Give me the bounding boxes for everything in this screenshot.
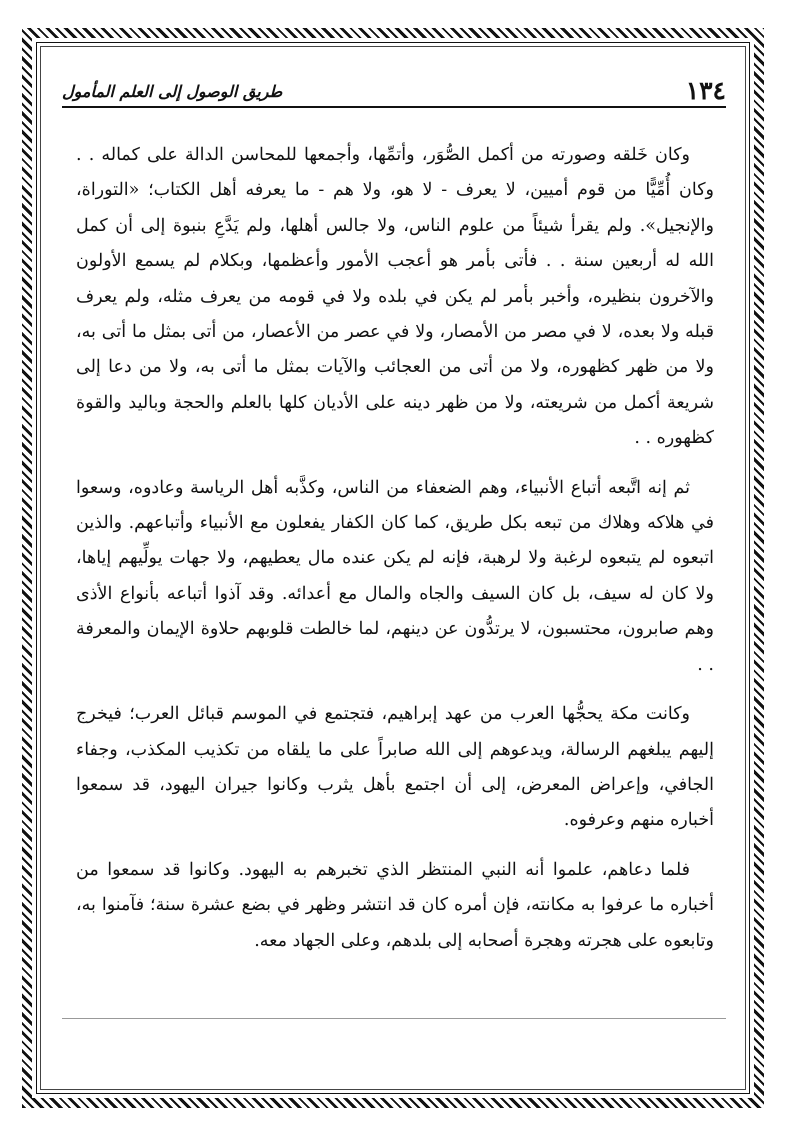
body-text bbox=[76, 138, 714, 959]
running-title: طريق الوصول إلى العلم المأمول bbox=[62, 82, 283, 101]
paragraph: وكان خَلقه وصورته من أكمل الصُّوَر، وأتمِّها، وأجمعها للمحاسن الدالة على كماله . . وكان أُمِّيًّا من قوم أميين، لا يعرف - لا هو، ولا هم - ما يعرفه أهل الكتاب؛ «التوراة، والإنجيل». ولم يقرأ شيئاً من علوم الناس، ولا جالس أهلها، ولم يَدَّعِ بنبوة إلى أن كمل الله له أربعين سنة . . فأتى بأمر هو أعجب الأمور وأعظمها، وبكلام لم يسمع الأولون والآخرون بنظيره، وأخبر بأمر لم يكن في بلده ولا في قومه من يعرف مثله، ولم يعرف قبله ولا بعده، لا في مصر من الأمصار، ولا في عصر من الأعصار، من أتى بمثل ما أتى به، ولا من ظهر كظهوره، ولا من أتى من العجائب والآيات بمثل ما أتى به، ولا من دعا إلى شريعة أكمل من شريعته، ولا من ظهر دينه على الأديان كلها بالعلم والحجة وباليد والقوة كظهوره . . bbox=[76, 145, 714, 449]
footer-rule bbox=[62, 1018, 726, 1019]
page-number: ١٣٤ bbox=[685, 76, 726, 105]
paragraph: وكانت مكة يحجُّها العرب من عهد إبراهيم، فتجتمع في الموسم قبائل العرب؛ فيخرج إليهم يبلغهم الرسالة، ويدعوهم إلى الله صابراً على ما يلقاه من تكذيب المكذب، وجفاء الجافي، وإعراض المعرض، إلى أن اجتمع بأهل يثرب وكانوا جيران اليهود، قد سمعوا أخباره منهم وعرفوه. bbox=[76, 704, 714, 831]
page-header bbox=[62, 76, 726, 106]
header-rule bbox=[62, 106, 726, 108]
paragraph: فلما دعاهم، علموا أنه النبي المنتظر الذي تخبرهم به اليهود. وكانوا قد سمعوا من أخباره ما عرفوا به مكانته، فإن أمره كان قد انتشر وظهر في بضع عشرة سنة؛ فآمنوا به، وتابعوه على هجرته وهجرة أصحابه إلى بلدهم، وعلى الجهاد معه. bbox=[76, 859, 714, 951]
paragraph: ثم إنه اتَّبعه أتباع الأنبياء، وهم الضعفاء من الناس، وكذَّبه أهل الرياسة وعادوه، وسعوا في هلاكه وهلاك من تبعه بكل طريق، كما كان الكفار يفعلون مع الأنبياء وأتباعهم. والذين اتبعوه لم يتبعوه لرغبة ولا لرهبة، فإنه لم يكن عنده مال يعطيهم، ولا جهات يولِّيهم إياها، ولا كان له سيف، بل كان السيف والجاه والمال مع أعدائه. وقد آذوا أتباعه بأنواع الأذى وهم صابرون، محتسبون، لا يرتدُّون عن دينهم، لما خالطت قلوبهم حلاوة الإيمان والمعرفة . . bbox=[76, 477, 714, 675]
